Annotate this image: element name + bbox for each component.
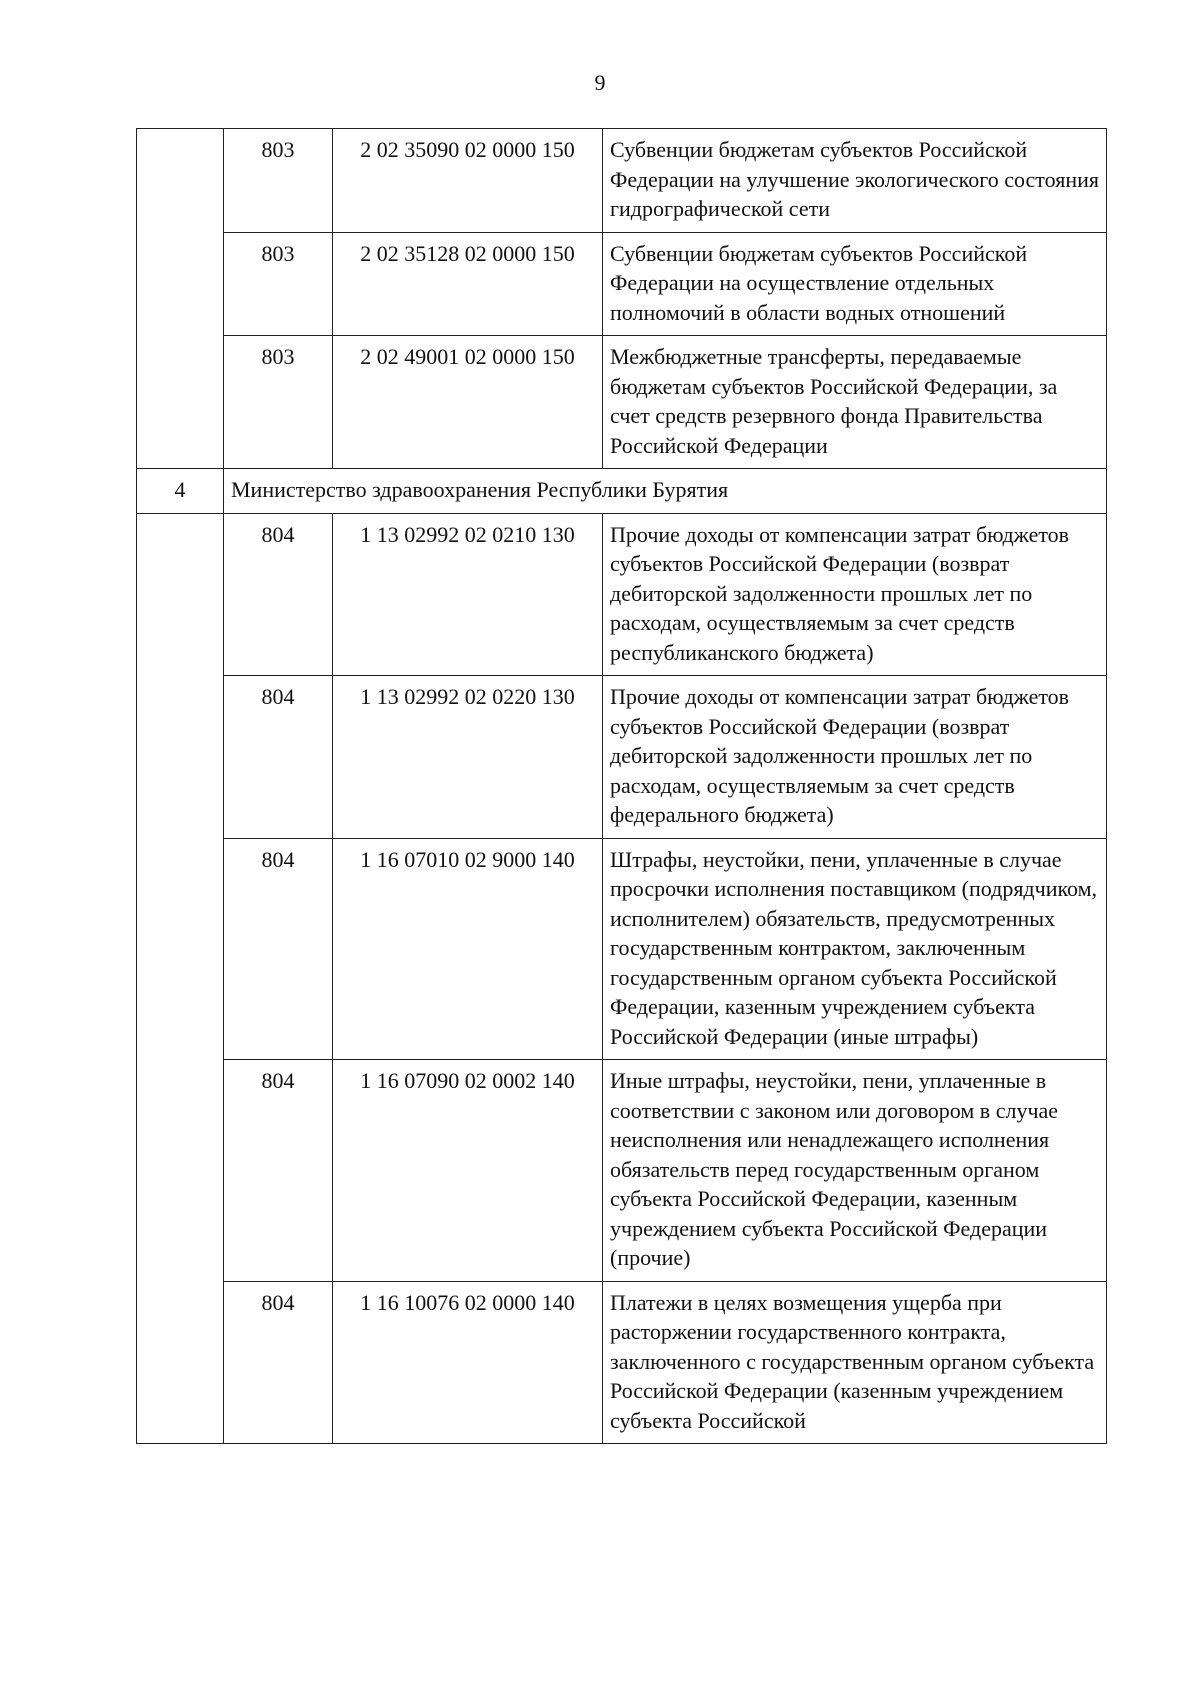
table-row — [137, 1281, 1107, 1444]
table-row — [137, 232, 1107, 336]
description-cell: Межбюджетные трансферты, передаваемые бюджетам субъектов Российской Федерации, за счет средств резервного фонда Правительства Российской Федерации — [603, 336, 1107, 469]
admin-code-cell: 804 — [224, 513, 333, 676]
admin-code-cell: 804 — [224, 676, 333, 839]
budget-code-cell: 1 16 10076 02 0000 140 — [333, 1281, 603, 1444]
table-row — [137, 513, 1107, 676]
budget-code-cell: 1 13 02992 02 0210 130 — [333, 513, 603, 676]
description-cell: Иные штрафы, неустойки, пени, уплаченные в соответствии с законом или договором в случае неисполнения или ненадлежащего исполнения обязательств перед государственным органом субъекта Российской Федерации, казенным учреждением субъекта Российской Федерации (прочие) — [603, 1060, 1107, 1282]
admin-code-cell: 804 — [224, 838, 333, 1060]
group-number-cell-empty — [137, 513, 224, 1444]
budget-code-cell: 2 02 35128 02 0000 150 — [333, 232, 603, 336]
section-header-row — [137, 469, 1107, 514]
description-cell: Прочие доходы от компенсации затрат бюджетов субъектов Российской Федерации (возврат дебиторской задолженности прошлых лет по расходам, осуществляемым за счет средств республиканского бюджета) — [603, 513, 1107, 676]
section-number: 4 — [137, 469, 224, 514]
description-cell: Прочие доходы от компенсации затрат бюджетов субъектов Российской Федерации (возврат дебиторской задолженности прошлых лет по расходам, осуществляемым за счет средств федерального бюджета) — [603, 676, 1107, 839]
revenue-codes-table — [136, 128, 1107, 1444]
page-number: 9 — [594, 70, 606, 95]
admin-code-cell: 804 — [224, 1060, 333, 1282]
table-row — [137, 336, 1107, 469]
budget-code-cell: 2 02 35090 02 0000 150 — [333, 129, 603, 233]
admin-code-cell: 803 — [224, 232, 333, 336]
table-row — [137, 129, 1107, 233]
budget-code-cell: 1 16 07010 02 9000 140 — [333, 838, 603, 1060]
admin-code-cell: 804 — [224, 1281, 333, 1444]
admin-code-cell: 803 — [224, 129, 333, 233]
description-cell: Штрафы, неустойки, пени, уплаченные в случае просрочки исполнения поставщиком (подрядчиком, исполнителем) обязательств, предусмотренных государственным контрактом, заключенным государственным органом субъекта Российской Федерации, казенным учреждением субъекта Российской Федерации (иные штрафы) — [603, 838, 1107, 1060]
description-cell: Субвенции бюджетам субъектов Российской Федерации на улучшение экологического состояния гидрографической сети — [603, 129, 1107, 233]
budget-code-cell: 1 13 02992 02 0220 130 — [333, 676, 603, 839]
admin-code-cell: 803 — [224, 336, 333, 469]
budget-code-cell: 2 02 49001 02 0000 150 — [333, 336, 603, 469]
description-cell: Платежи в целях возмещения ущерба при расторжении государственного контракта, заключенного с государственным органом субъекта Российской Федерации (казенным учреждением субъекта Российской — [603, 1281, 1107, 1444]
section-title: Министерство здравоохранения Республики Бурятия — [224, 469, 1107, 514]
group-number-cell-empty — [137, 129, 224, 469]
budget-code-cell: 1 16 07090 02 0002 140 — [333, 1060, 603, 1282]
description-cell: Субвенции бюджетам субъектов Российской Федерации на осуществление отдельных полномочий в области водных отношений — [603, 232, 1107, 336]
table-row — [137, 676, 1107, 839]
table-row — [137, 838, 1107, 1060]
table-row — [137, 1060, 1107, 1282]
